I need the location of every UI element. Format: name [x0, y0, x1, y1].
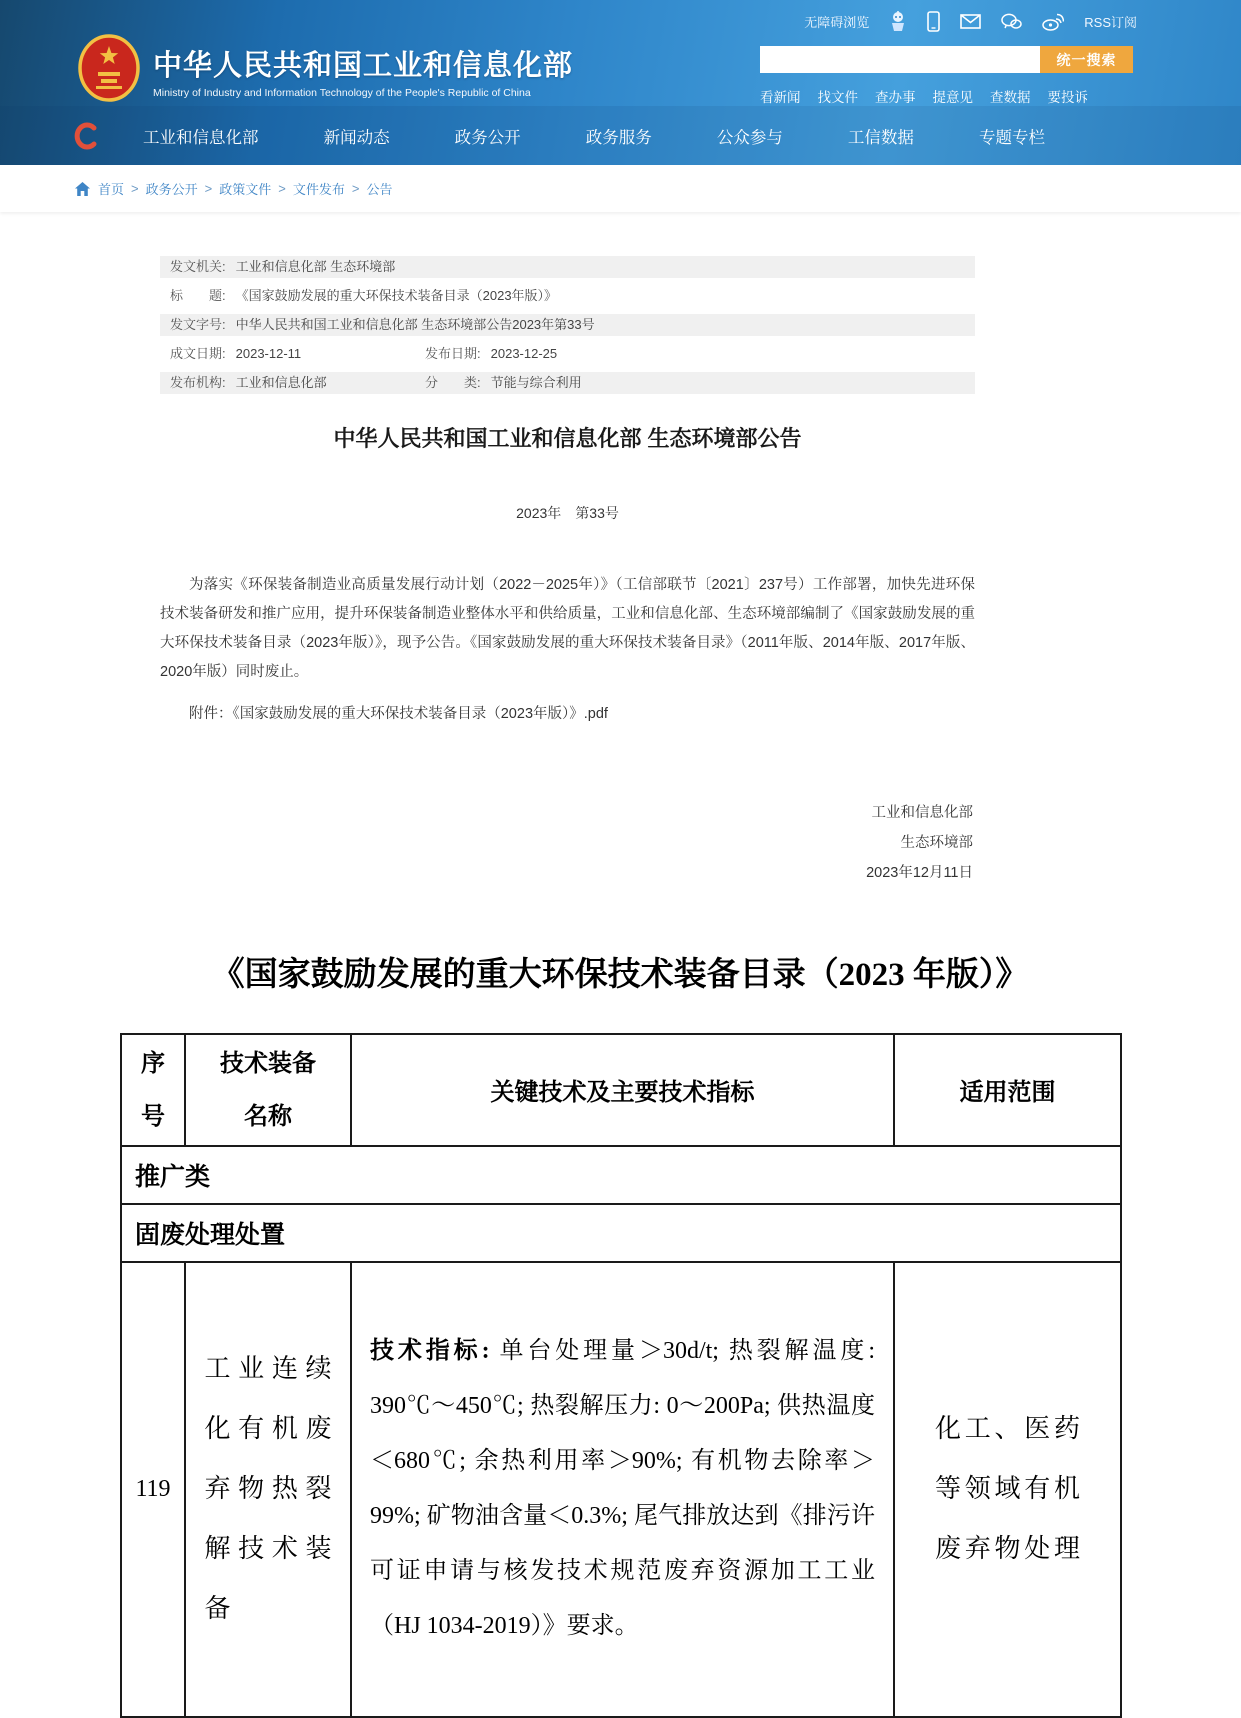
nav-item-ministry[interactable]: 工业和信息化部 [143, 128, 259, 147]
site-header [0, 0, 1241, 165]
quick-link-feedback[interactable]: 提意见 [932, 90, 973, 105]
document-area [160, 256, 975, 888]
brand-text [153, 43, 573, 99]
quick-link-news[interactable]: 看新闻 [760, 90, 801, 105]
nav-item-data[interactable]: 工信数据 [847, 128, 914, 147]
quick-link-files[interactable]: 找文件 [817, 90, 858, 105]
search-button[interactable]: 统一搜索 [1040, 46, 1133, 73]
quick-link-complaint[interactable]: 要投诉 [1047, 90, 1088, 105]
rss-link[interactable]: RSS订阅 [1084, 15, 1137, 30]
nav-item-participation[interactable]: 公众参与 [716, 128, 783, 147]
catalog-table [120, 1033, 1122, 1718]
nav-item-gov-open[interactable]: 政务公开 [454, 128, 521, 147]
meta-value: 中华人民共和国工业和信息化部 生态环境部公告2023年第33号 [235, 317, 595, 332]
col-header-no: 序号 [121, 1034, 185, 1146]
announcement-title: 中华人民共和国工业和信息化部 生态环境部公告 [333, 426, 802, 451]
breadcrumb-gov-open[interactable]: 政务公开 [145, 182, 198, 197]
cell-equipment-name: 工业连续化有机废弃物热裂解技术装备 [185, 1262, 351, 1717]
signature-date: 2023年12月11日 [866, 864, 973, 881]
col-header-indicators: 关键技术及主要技术指标 [351, 1034, 894, 1146]
indicator-text: 单台处理量＞30d/t; 热裂解温度: 390℃～450℃; 热裂解压力: 0～200Pa; 供热温度＜680℃; 余热利用率＞90%; 有机物去除率＞99%; 矿物油含量＜0.3%; 尾气排放达到《排污许可证申请与核发技术规范废弃资源加工工业（HJ 1034-2019）》要求。 [370, 1338, 875, 1639]
attachment-label: 附件： [189, 705, 233, 722]
meta-label: 发布机构: [170, 375, 226, 390]
cell-serial-number: 119 [121, 1262, 185, 1717]
main-content [0, 256, 1241, 1718]
nav-items [143, 106, 1045, 165]
table-row-119 [121, 1262, 1121, 1717]
section-label: 固废处理处置 [121, 1204, 1121, 1262]
meta-value: 2023-12-25 [490, 346, 558, 361]
attachment-line [160, 702, 975, 723]
breadcrumb [0, 165, 1241, 212]
breadcrumb-separator: > [131, 181, 139, 196]
utility-bar [804, 11, 1137, 32]
issue-number: 2023年 第33号 [516, 505, 619, 521]
quick-link-services[interactable]: 查办事 [875, 90, 916, 105]
mobile-icon[interactable] [927, 11, 940, 32]
catalog-header-row [121, 1034, 1121, 1146]
cell-technical-indicators [351, 1262, 894, 1717]
mail-icon[interactable] [960, 14, 981, 29]
signature-block [160, 798, 975, 888]
announcement-body: 为落实《环保装备制造业高质量发展行动计划（2022－2025年）》（工信部联节〔2021〕237号）工作部署，加快先进环保技术装备研发和推广应用，提升环保装备制造业整体水平和供给质量，工业和信息化部、生态环境部编制了《国家鼓励发展的重大环保技术装备目录（2023年版）》，现予公告。《国家鼓励发展的重大环保技术装备目录》（2011年版、2014年版、2017年版、2020年版）同时废止。 [160, 577, 975, 680]
cell-application-scope: 化工、医药等领域有机废弃物处理 [894, 1262, 1121, 1717]
meta-value: 《国家鼓励发展的重大环保技术装备目录（2023年版）》 [235, 288, 558, 303]
meta-label: 标 题: [170, 288, 226, 303]
catalog-section [120, 948, 1120, 1718]
nav-item-gov-service[interactable]: 政务服务 [585, 128, 652, 147]
brand [78, 34, 573, 107]
meta-label: 发文字号: [170, 317, 226, 332]
main-nav [0, 106, 1241, 165]
meta-row-doc-number [160, 314, 975, 336]
col-header-scope: 适用范围 [894, 1034, 1121, 1146]
attachment-link[interactable]: 《国家鼓励发展的重大环保技术装备目录（2023年版）》.pdf [232, 705, 608, 722]
breadcrumb-separator: > [351, 181, 360, 196]
breadcrumb-policy-files[interactable]: 政策文件 [219, 182, 272, 197]
nav-item-news[interactable]: 新闻动态 [323, 128, 390, 147]
meta-pair-publish-date [425, 343, 557, 365]
home-icon[interactable] [75, 182, 90, 196]
catalog-title: 《国家鼓励发展的重大环保技术装备目录（2023 年版）》 [211, 956, 1029, 993]
accessibility-link[interactable]: 无障碍浏览 [804, 15, 870, 30]
quick-links [760, 86, 1088, 106]
meta-value: 2023-12-11 [235, 346, 302, 361]
section-label: 推广类 [121, 1146, 1121, 1204]
signature-agency-1: 工业和信息化部 [871, 804, 973, 821]
weibo-icon[interactable] [1042, 13, 1064, 31]
search-input[interactable] [760, 46, 1040, 73]
indicator-label: 技术指标: [370, 1338, 490, 1364]
quick-link-data[interactable]: 查数据 [990, 90, 1031, 105]
signature-agency-2: 生态环境部 [900, 834, 973, 851]
meta-value: 工业和信息化部 生态环境部 [235, 259, 396, 274]
ministry-logo-icon [74, 121, 100, 156]
meta-row-publisher [160, 372, 975, 394]
meta-label: 发文机关: [170, 259, 226, 274]
breadcrumb-separator: > [278, 181, 286, 196]
meta-row-title [160, 285, 975, 307]
meta-pair-category [425, 372, 582, 394]
meta-row-dates [160, 343, 975, 365]
site-title: 中华人民共和国工业和信息化部 [153, 49, 574, 82]
section-row-promotion [121, 1146, 1121, 1204]
nav-item-topics[interactable]: 专题专栏 [978, 128, 1045, 147]
meta-label: 分 类: [425, 375, 481, 390]
site-subtitle: Ministry of Industry and Information Technology of the People's Republic of China [153, 86, 531, 99]
breadcrumb-home[interactable]: 首页 [98, 182, 125, 197]
wechat-icon[interactable] [1001, 13, 1022, 30]
search-bar [760, 46, 1133, 73]
meta-row-issuing-agency [160, 256, 975, 278]
mascot-icon[interactable] [889, 11, 907, 32]
meta-value: 节能与综合利用 [490, 375, 582, 390]
col-header-name: 技术装备名称 [185, 1034, 351, 1146]
breadcrumb-file-release[interactable]: 文件发布 [292, 182, 345, 197]
meta-label: 成文日期: [170, 346, 226, 361]
breadcrumb-separator: > [204, 181, 213, 196]
meta-label: 发布日期: [425, 346, 481, 361]
meta-value: 工业和信息化部 [235, 375, 327, 390]
breadcrumb-announcement[interactable]: 公告 [366, 182, 393, 197]
national-emblem-icon [78, 34, 140, 107]
section-row-solid-waste [121, 1204, 1121, 1262]
document-meta [160, 256, 975, 394]
